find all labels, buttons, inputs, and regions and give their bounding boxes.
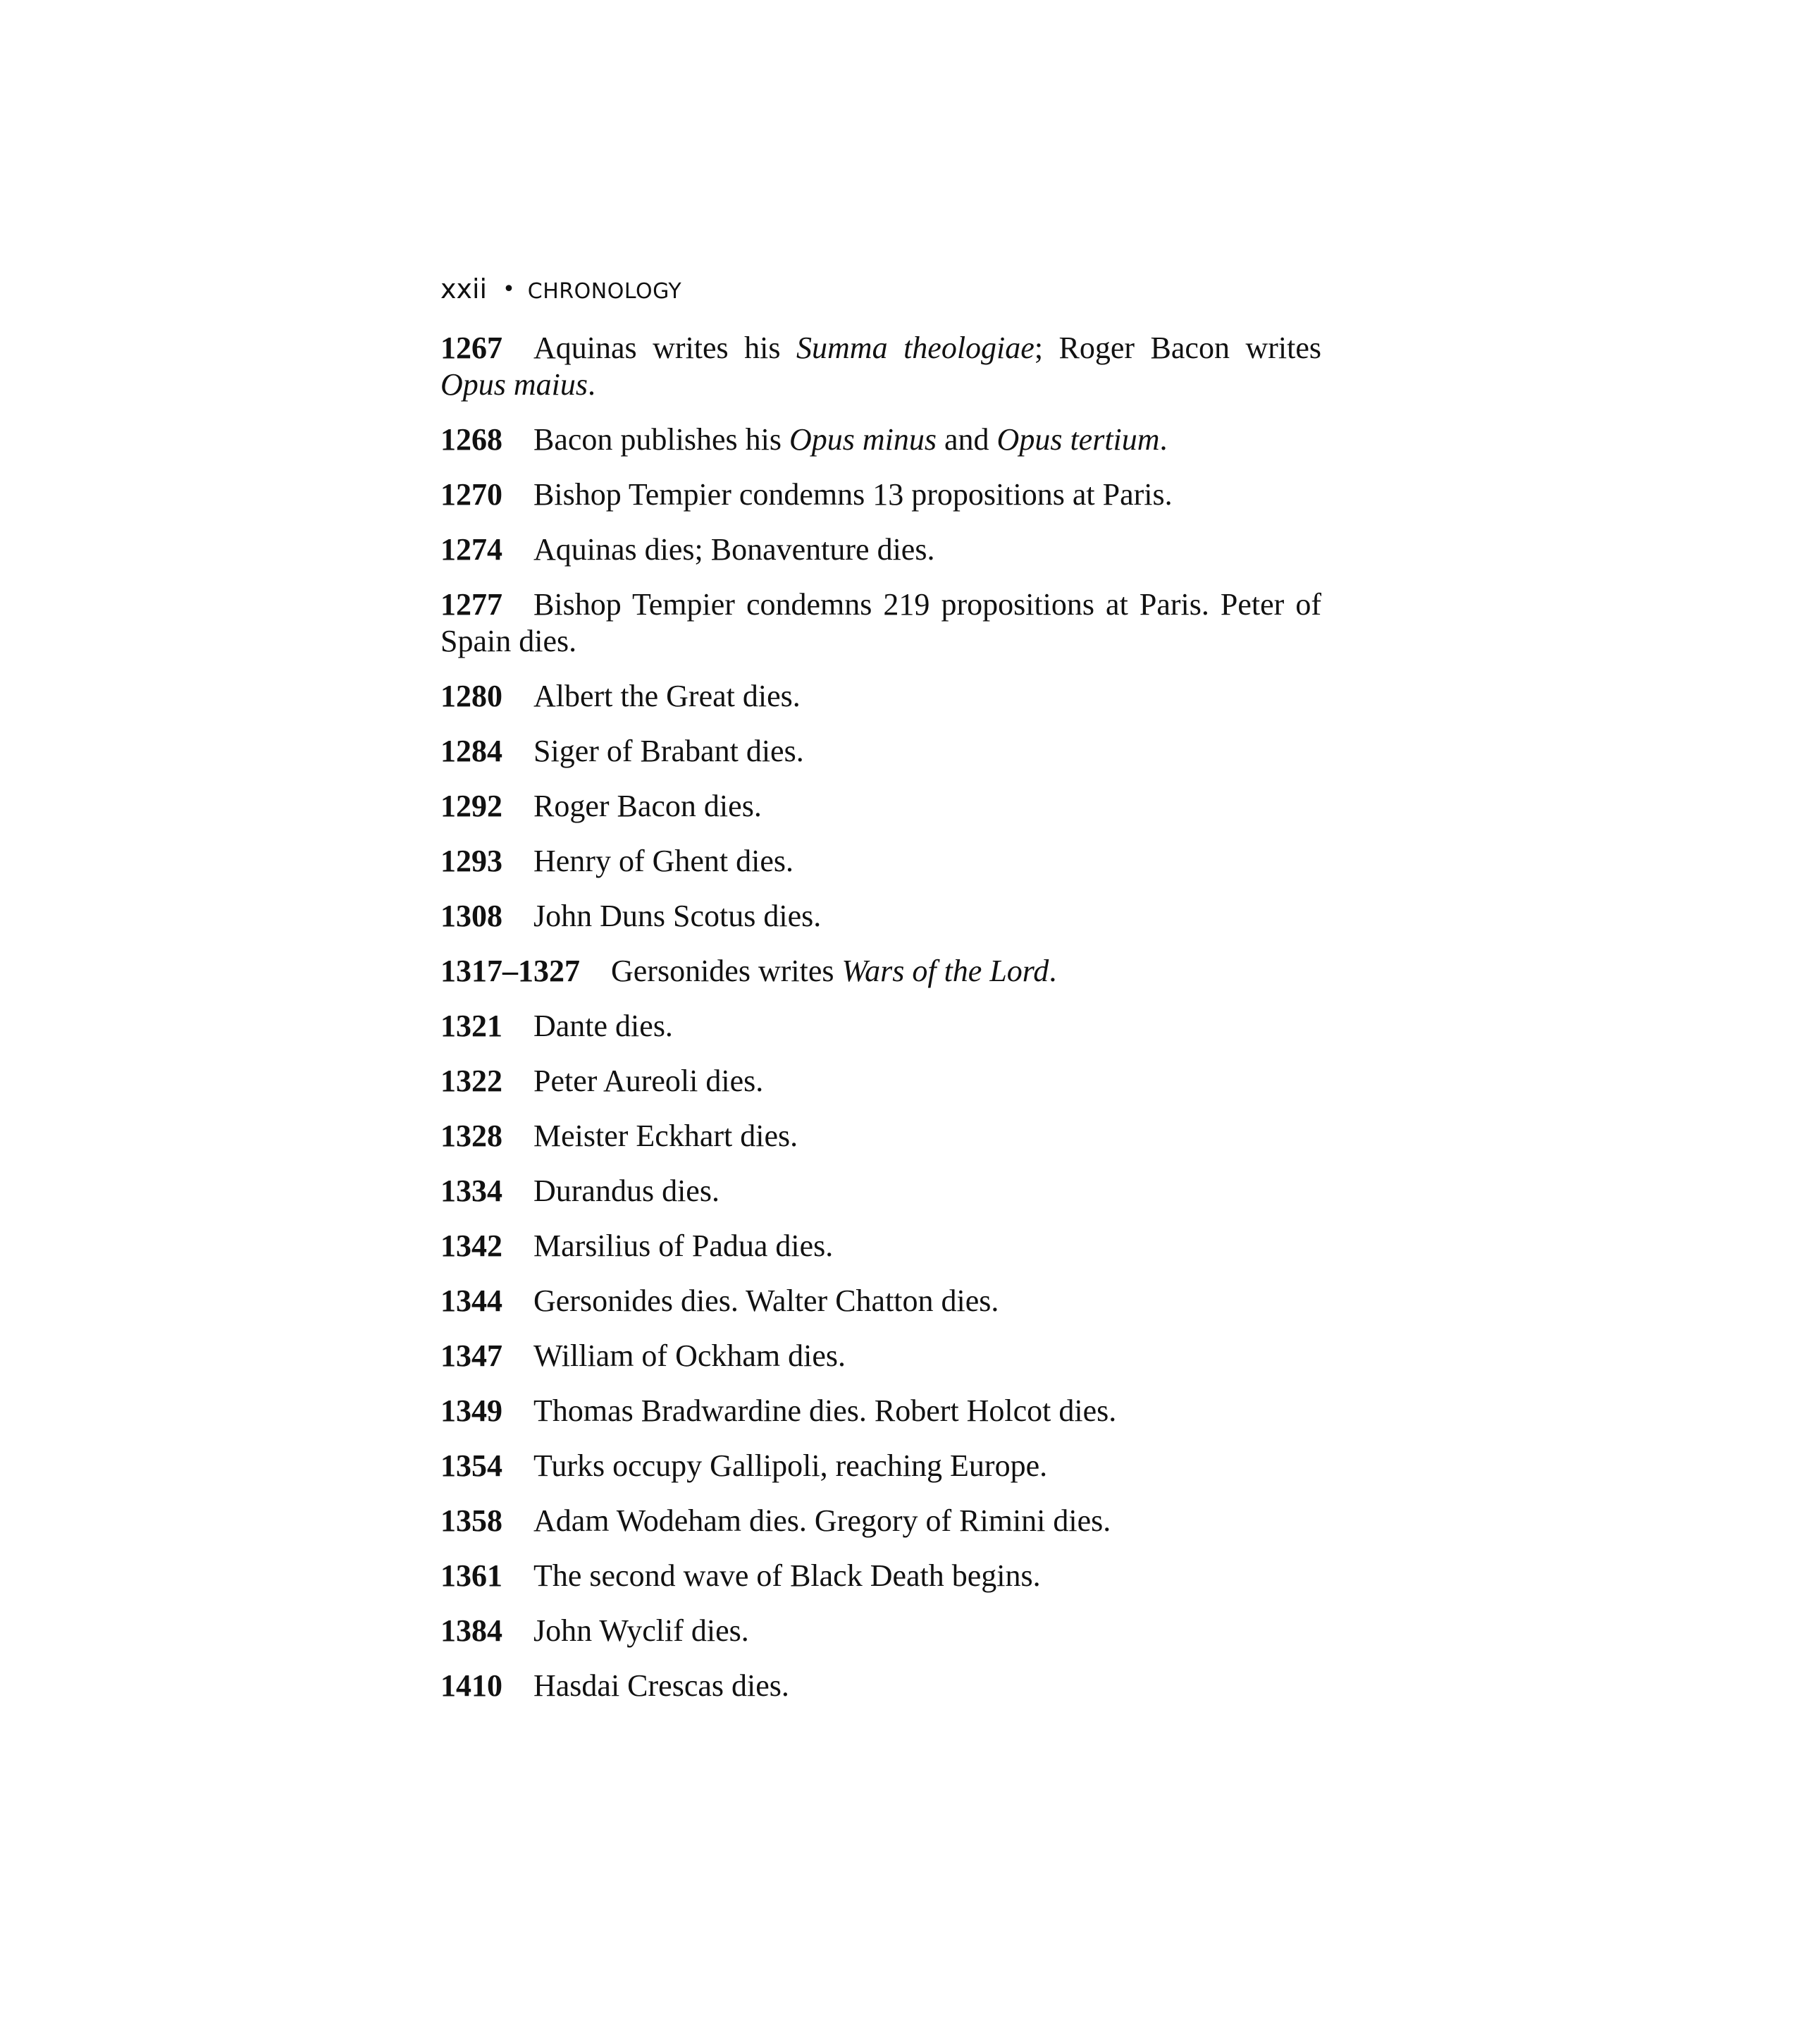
- entry-text: Dante dies.: [533, 1009, 673, 1043]
- entry-text: Gersonides writes: [611, 954, 842, 988]
- chronology-entry: [440, 1173, 1321, 1209]
- entry-text: The second wave of Black Death begins.: [533, 1558, 1041, 1593]
- entry-year: 1268: [440, 422, 502, 457]
- entry-text: William of Ockham dies.: [533, 1338, 846, 1373]
- work-title: Wars of the Lord: [841, 954, 1049, 988]
- chronology-entry: [440, 788, 1321, 825]
- entry-year: 1361: [440, 1558, 502, 1593]
- chronology-entry: [440, 678, 1321, 715]
- entry-text: Albert the Great dies.: [533, 679, 801, 713]
- chronology-entry: [440, 1338, 1321, 1374]
- entry-text: Roger Bacon dies.: [533, 789, 762, 823]
- chronology-entry: [440, 898, 1321, 935]
- entry-text: Meister Eckhart dies.: [533, 1119, 798, 1153]
- entry-text: Thomas Bradwardine dies. Robert Holcot dies.: [533, 1393, 1117, 1428]
- entry-year: 1354: [440, 1448, 502, 1483]
- entry-year: 1347: [440, 1338, 502, 1373]
- entry-text: Aquinas dies; Bonaventure dies.: [533, 532, 935, 567]
- entry-text: ; Roger Bacon writes: [1034, 331, 1321, 365]
- chronology-entry: [440, 1118, 1321, 1155]
- chronology-entry: [440, 330, 1321, 403]
- chronology-entry: [440, 476, 1321, 513]
- running-head: [440, 268, 1321, 310]
- entry-year: 1317–1327: [440, 954, 580, 988]
- section-title: CHRONOLOGY: [527, 279, 682, 304]
- work-title: Opus minus: [789, 422, 937, 457]
- entry-year: 1280: [440, 679, 502, 713]
- work-title: Opus maius: [440, 367, 588, 402]
- chronology-entry: [440, 531, 1321, 568]
- work-title: Opus tertium: [996, 422, 1160, 457]
- entry-text: .: [588, 367, 596, 402]
- entry-year: 1308: [440, 899, 502, 933]
- entry-text: Aquinas writes his: [533, 331, 797, 365]
- entry-year: 1344: [440, 1283, 502, 1318]
- entry-text: Bishop Tempier condemns 13 propositions at Paris.: [533, 477, 1173, 512]
- entry-text: Marsilius of Padua dies.: [533, 1229, 834, 1263]
- entry-text: and: [937, 422, 997, 457]
- chronology-entry: [440, 1448, 1321, 1484]
- page-number: xxii: [440, 273, 488, 304]
- entry-year: 1284: [440, 734, 502, 768]
- entry-year: 1334: [440, 1174, 502, 1208]
- entry-text: Adam Wodeham dies. Gregory of Rimini dies.: [533, 1503, 1111, 1538]
- entry-text: Hasdai Crescas dies.: [533, 1668, 789, 1703]
- chronology-entry: [440, 953, 1321, 990]
- chronology-entry: [440, 586, 1321, 660]
- entry-year: 1384: [440, 1613, 502, 1648]
- chronology-entry: [440, 421, 1321, 458]
- entry-text: Peter Aureoli dies.: [533, 1064, 764, 1098]
- entry-text: Siger of Brabant dies.: [533, 734, 804, 768]
- entry-year: 1267: [440, 331, 502, 365]
- chronology-entry: [440, 1503, 1321, 1539]
- chronology-entry: [440, 1008, 1321, 1045]
- work-title: Summa theologiae: [796, 331, 1035, 365]
- entry-year: 1293: [440, 844, 502, 878]
- entry-year: 1358: [440, 1503, 502, 1538]
- chronology-entry: [440, 733, 1321, 770]
- entry-text: John Duns Scotus dies.: [533, 899, 822, 933]
- entry-year: 1322: [440, 1064, 502, 1098]
- entry-text: .: [1049, 954, 1057, 988]
- chronology-entry: [440, 1668, 1321, 1704]
- chronology-entry: [440, 1558, 1321, 1594]
- chronology-entry: [440, 1283, 1321, 1319]
- entry-year: 1321: [440, 1009, 502, 1043]
- entry-text: Bishop Tempier condemns 219 propositions at Paris. Peter of Spain dies.: [440, 587, 1321, 658]
- bullet-separator: •: [502, 277, 515, 302]
- entry-text: Bacon publishes his: [533, 422, 789, 457]
- entry-text: John Wyclif dies.: [533, 1613, 749, 1648]
- chronology-entry: [440, 1228, 1321, 1264]
- entry-text: Gersonides dies. Walter Chatton dies.: [533, 1283, 999, 1318]
- entry-year: 1410: [440, 1668, 502, 1703]
- entry-year: 1342: [440, 1229, 502, 1263]
- entry-year: 1292: [440, 789, 502, 823]
- chronology-entry: [440, 843, 1321, 880]
- entry-text: Durandus dies.: [533, 1174, 720, 1208]
- chronology-entry: [440, 1613, 1321, 1649]
- entry-year: 1270: [440, 477, 502, 512]
- chronology-page: [440, 268, 1321, 1723]
- entry-year: 1274: [440, 532, 502, 567]
- entry-text: Henry of Ghent dies.: [533, 844, 794, 878]
- chronology-entry: [440, 1393, 1321, 1429]
- chronology-entry: [440, 1063, 1321, 1100]
- entry-text: .: [1159, 422, 1168, 457]
- entry-year: 1349: [440, 1393, 502, 1428]
- entry-year: 1277: [440, 587, 502, 622]
- entry-text: Turks occupy Gallipoli, reaching Europe.: [533, 1448, 1048, 1483]
- entry-year: 1328: [440, 1119, 502, 1153]
- chronology-list: [440, 330, 1321, 1704]
